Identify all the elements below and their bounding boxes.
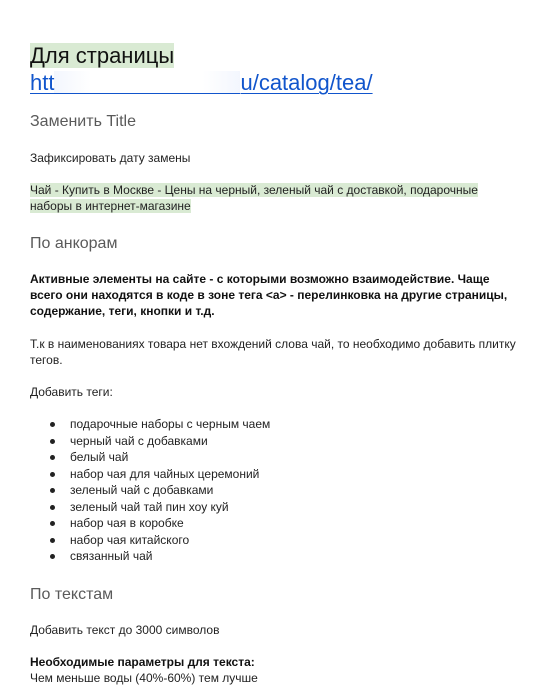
- tags-note-line-2: тегов.: [30, 353, 63, 367]
- bullet-icon: [50, 554, 55, 559]
- section-texts-heading: По текстам: [30, 585, 114, 603]
- list-item: зеленый чай тай пин хоу куй: [50, 499, 525, 516]
- list-item: связанный чай: [50, 548, 525, 565]
- bullet-icon: [50, 505, 55, 510]
- tags-note-line-1: Т.к в наименованиях товара нет вхождений слова чай, то необходимо добавить плитку: [30, 337, 516, 351]
- list-item: зеленый чай с добавками: [50, 482, 525, 499]
- bullet-icon: [50, 455, 55, 460]
- url-redacted-region: [54, 71, 240, 94]
- page-url-line: [30, 69, 525, 96]
- list-item: черный чай с добавками: [50, 433, 525, 450]
- list-item: набор чая китайского: [50, 532, 525, 549]
- bullet-icon: [50, 538, 55, 543]
- url-suffix: u/catalog/tea/: [240, 70, 373, 95]
- add-text-note: Добавить текст до 3000 символов: [30, 622, 220, 637]
- bullet-icon: [50, 488, 55, 493]
- page-heading: [30, 42, 525, 69]
- section-anchors-heading: По анкорам: [30, 235, 118, 252]
- bullet-icon: [50, 422, 55, 427]
- list-item: белый чай: [50, 449, 525, 466]
- fix-date-note: Зафиксировать дату замены: [30, 151, 191, 165]
- list-item: подарочные наборы с черным чаем: [50, 416, 525, 433]
- list-item: набор чая в коробке: [50, 515, 525, 532]
- document-body: [30, 42, 525, 686]
- bullet-icon: [50, 472, 55, 477]
- page-url-link[interactable]: [30, 70, 373, 95]
- tags-list: [30, 416, 525, 565]
- anchors-description-line-3: содержание, теги, кнопки и т.д.: [30, 304, 215, 318]
- anchors-description-line-2: всего они находятся в коде в зоне тега <a> - перелинковка на другие страницы,: [30, 288, 508, 302]
- page-heading-text: Для страницы: [30, 43, 175, 68]
- new-title-text: [30, 182, 525, 214]
- new-title-line-2: наборы в интернет-магазине: [30, 199, 191, 213]
- new-title-line-1: Чай - Купить в Москве - Цены на черный, зеленый чай с доставкой, подарочные: [30, 183, 478, 197]
- tags-note: [30, 336, 525, 368]
- url-prefix: htt: [30, 70, 55, 95]
- bullet-icon: [50, 521, 55, 526]
- anchors-description-line-1: Активные элементы на сайте - с которыми возможно взаимодействие. Чаще: [30, 272, 490, 286]
- bullet-icon: [50, 439, 55, 444]
- list-item: набор чая для чайных церемоний: [50, 466, 525, 483]
- water-note: Чем меньше воды (40%-60%) тем лучше: [30, 670, 258, 685]
- params-label: Необходимые параметры для текста:: [30, 654, 255, 669]
- tags-label: Добавить теги:: [30, 385, 113, 399]
- section-title-heading: Заменить Title: [30, 113, 136, 130]
- anchors-description: [30, 271, 525, 319]
